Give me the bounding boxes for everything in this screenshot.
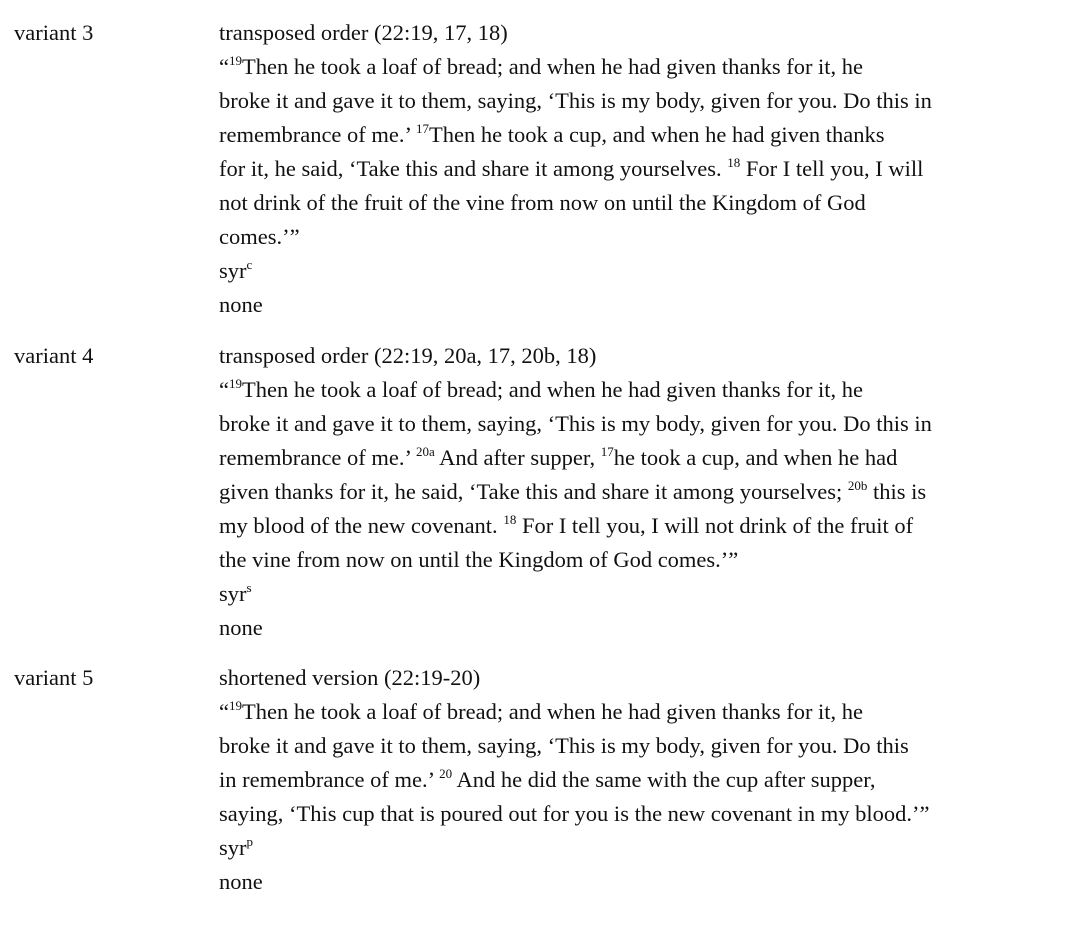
- verse-number: 19: [229, 53, 242, 68]
- variant-body: [219, 339, 1064, 645]
- variant-body: [219, 16, 1064, 322]
- text-line: [219, 509, 1064, 543]
- text-run: Then he took a loaf of bread; and when he had given thanks for it, he: [242, 377, 864, 402]
- text-run: for it, he said, ‘Take this and share it among yourselves.: [219, 156, 728, 181]
- text-line: [219, 186, 1064, 220]
- verse-number: 18: [503, 512, 517, 527]
- text-line: [219, 220, 1064, 254]
- text-run: in remembrance of me.’: [219, 767, 440, 792]
- verse-number: 18: [727, 155, 741, 170]
- quote-mark: “: [219, 54, 229, 79]
- text-run: the vine from now on until the Kingdom of God comes.’”: [219, 547, 739, 572]
- variant-heading: shortened version (22:19-20): [219, 665, 481, 690]
- text-run: For I tell you, I will: [740, 156, 924, 181]
- text-line: [219, 729, 1064, 763]
- verse-number: 20b: [847, 478, 868, 493]
- text-line: [219, 797, 1064, 831]
- verse-number: 20: [439, 766, 453, 781]
- witness-siglum: syr: [219, 581, 247, 606]
- support-line: none: [219, 615, 263, 640]
- text-run: broke it and gave it to them, saying, ‘This is my body, given for you. Do this: [219, 733, 909, 758]
- text-run: comes.’”: [219, 224, 300, 249]
- variant-label: variant 5: [14, 665, 94, 690]
- text-line: [219, 50, 1064, 84]
- text-line: [219, 118, 1064, 152]
- variant-body: [219, 661, 1064, 899]
- text-line: [219, 407, 1064, 441]
- witness-line: [219, 577, 1064, 611]
- text-run: For I tell you, I will not drink of the fruit of: [516, 513, 914, 538]
- variant-label: variant 3: [14, 20, 94, 45]
- text-run: Then he took a loaf of bread; and when he had given thanks for it, he: [242, 699, 864, 724]
- verse-number: 17: [600, 444, 614, 459]
- text-run: Then he took a loaf of bread; and when he had given thanks for it, he: [242, 54, 864, 79]
- witness-line: [219, 831, 1064, 865]
- variant-text: [219, 695, 1064, 831]
- support-line: none: [219, 292, 263, 317]
- text-run: saying, ‘This cup that is poured out for you is the new covenant in my blood.’”: [219, 801, 930, 826]
- text-run: remembrance of me.’: [219, 122, 416, 147]
- text-run: Then he took a cup, and when he had given thanks: [428, 122, 885, 147]
- text-line: [219, 695, 1064, 729]
- verse-number: 19: [229, 698, 242, 713]
- variant-text: [219, 373, 1064, 577]
- verse-number: 17: [415, 121, 429, 136]
- text-line: [219, 475, 1064, 509]
- text-run: given thanks for it, he said, ‘Take this and share it among yourselves;: [219, 479, 848, 504]
- text-run: broke it and gave it to them, saying, ‘This is my body, given for you. Do this in: [219, 88, 932, 113]
- verse-number: 19: [229, 376, 242, 391]
- witness-siglum: syr: [219, 835, 247, 860]
- text-run: not drink of the fruit of the vine from now on until the Kingdom of God: [219, 190, 866, 215]
- variant-text: [219, 50, 1064, 254]
- text-run: my blood of the new covenant.: [219, 513, 504, 538]
- witness-superscript: p: [246, 834, 253, 849]
- text-run: he took a cup, and when he had: [613, 445, 898, 470]
- text-line: [219, 543, 1064, 577]
- variant-heading: transposed order (22:19, 17, 18): [219, 20, 508, 45]
- text-run: remembrance of me.’: [219, 445, 416, 470]
- text-run: And he did the same with the cup after supper,: [452, 767, 876, 792]
- witness-line: [219, 254, 1064, 288]
- variant-label: variant 4: [14, 343, 94, 368]
- text-line: [219, 763, 1064, 797]
- text-line: [219, 373, 1064, 407]
- quote-mark: “: [219, 377, 229, 402]
- support-line: none: [219, 869, 263, 894]
- quote-mark: “: [219, 699, 229, 724]
- text-run: this is: [867, 479, 927, 504]
- text-line: [219, 84, 1064, 118]
- witness-siglum: syr: [219, 258, 247, 283]
- verse-number: 20a: [415, 444, 435, 459]
- text-run: And after supper,: [434, 445, 601, 470]
- witness-superscript: c: [246, 257, 253, 272]
- witness-superscript: s: [246, 580, 252, 595]
- variant-heading: transposed order (22:19, 20a, 17, 20b, 18): [219, 343, 597, 368]
- text-line: [219, 441, 1064, 475]
- text-run: broke it and gave it to them, saying, ‘This is my body, given for you. Do this in: [219, 411, 932, 436]
- text-line: [219, 152, 1064, 186]
